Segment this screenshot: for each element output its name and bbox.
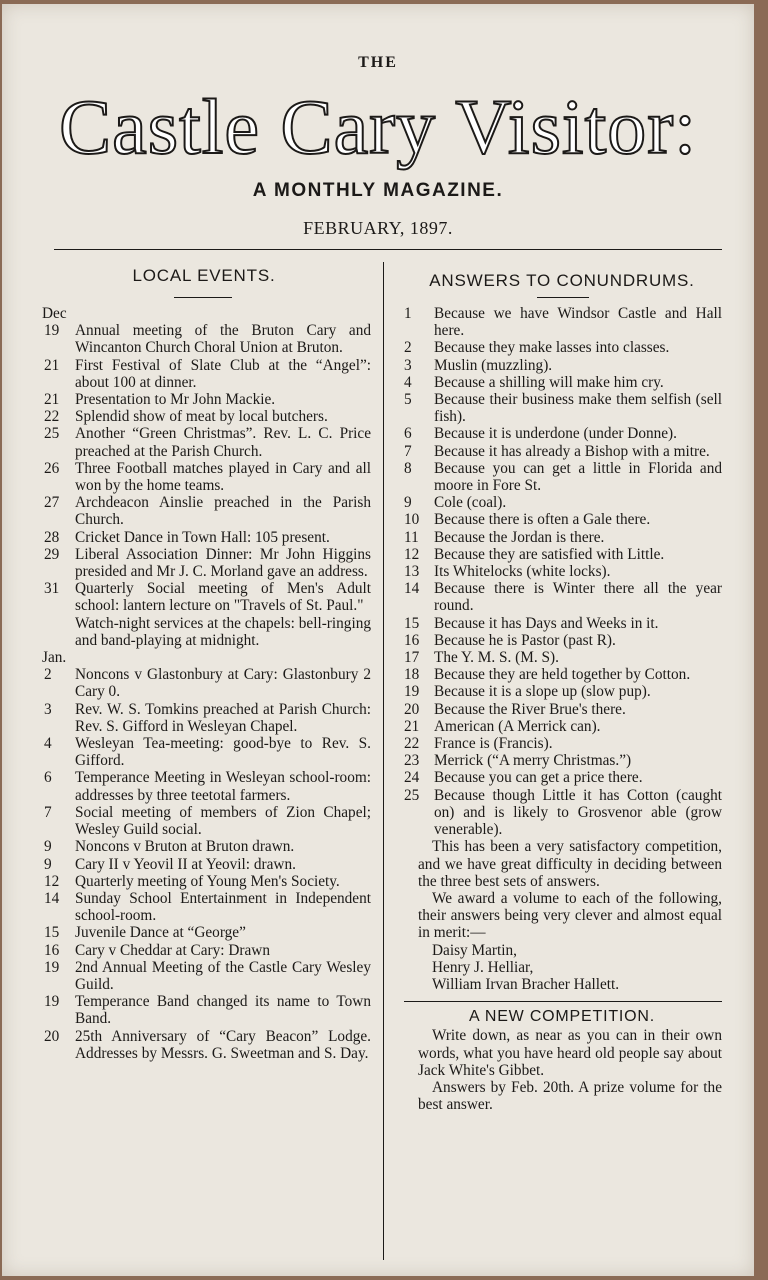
issue-date: FEBRUARY, 1897. (303, 218, 453, 238)
answer-text: Because a shilling will make him cry. (434, 373, 664, 391)
event-entry (42, 804, 371, 838)
event-text: Liberal Association Dinner: Mr John Higgins presided and Mr J. C. Morland gave an address. (75, 545, 371, 581)
magazine-title: Castle Cary Visitor: (59, 83, 697, 170)
event-entry (42, 890, 371, 924)
event-entry (42, 701, 371, 735)
event-text: Annual meeting of the Bruton Cary and Wincanton Church Choral Union at Bruton. (75, 322, 371, 357)
event-day: 19 (44, 322, 60, 340)
answer-number: 1 (404, 305, 412, 322)
answer-text: Muslin (muzzling). (434, 356, 553, 374)
new-competition-deadline: Answers by Feb. 20th. A prize volume for the best answer. (418, 1078, 722, 1114)
event-text: Wesleyan Tea-meeting: good-bye to Rev. S. Gifford. (75, 735, 371, 770)
answer-number: 2 (404, 339, 412, 357)
event-day: 16 (44, 941, 60, 959)
event-entry (42, 993, 371, 1027)
winner-name: William Irvan Bracher Hallett. (432, 975, 620, 993)
winners-list (402, 942, 722, 994)
event-text: Noncons v Bruton at Bruton drawn. (75, 838, 295, 856)
answer-text: France is (Francis). (434, 735, 553, 753)
event-day: 31 (44, 580, 60, 598)
answer-entry (402, 683, 722, 700)
local-events-heading: LOCAL EVENTS. (132, 266, 276, 285)
event-entry (42, 425, 371, 459)
answer-entry (402, 529, 722, 546)
answer-entry (402, 735, 722, 752)
event-entry (42, 408, 371, 425)
competition-rule (404, 1001, 722, 1002)
answer-number: 7 (404, 442, 412, 460)
event-day: 26 (44, 459, 60, 477)
event-day: 3 (44, 700, 52, 718)
event-day: 12 (44, 872, 60, 890)
event-text: Three Football matches played in Cary and all won by the home teams. (75, 459, 371, 495)
answer-number: 13 (404, 563, 420, 581)
event-day: 28 (44, 528, 60, 546)
answer-number: 12 (404, 545, 420, 563)
event-text: Noncons v Glastonbury at Cary: Glastonbury 2 Cary 0. (75, 666, 371, 701)
answer-text: Cole (coal). (434, 494, 507, 512)
answer-entry (402, 752, 722, 769)
event-entry (42, 1028, 371, 1062)
answer-text: Because there is often a Gale there. (434, 511, 651, 529)
answer-text: Because he is Pastor (past R). (434, 631, 616, 649)
answer-text: Because it is a slope up (slow pup). (434, 683, 651, 701)
answer-number: 18 (404, 666, 420, 684)
event-entry (42, 735, 371, 769)
event-day: 29 (44, 545, 60, 563)
answer-text: Its Whitelocks (white locks). (434, 563, 611, 581)
answer-number: 11 (404, 528, 419, 546)
answer-text: Because the Jordan is there. (434, 528, 605, 546)
event-entry (42, 838, 371, 855)
answer-text: Merrick (“A merry Christmas.”) (434, 752, 632, 770)
answer-text: Because they are satisfied with Little. (434, 545, 665, 563)
answer-entry (402, 391, 722, 425)
answer-text: Because there is Winter there all the year round. (434, 580, 722, 615)
answer-text: Because it has already a Bishop with a mitre. (434, 442, 710, 460)
answer-entry (402, 305, 722, 339)
event-entry (42, 357, 371, 391)
event-day: 15 (44, 924, 60, 942)
event-entry (42, 873, 371, 890)
event-entry (42, 942, 371, 959)
answer-entry (402, 666, 722, 683)
local-events-underline (174, 297, 232, 298)
answer-number: 17 (404, 649, 420, 667)
magazine-page (2, 4, 754, 1276)
event-entry (42, 494, 371, 528)
event-text: Presentation to Mr John Mackie. (75, 391, 276, 409)
answer-number: 15 (404, 614, 420, 632)
event-text: Temperance Band changed its name to Town Band. (75, 993, 371, 1028)
event-day: 19 (44, 993, 60, 1011)
answer-entry (402, 615, 722, 632)
answer-entry (402, 374, 722, 391)
event-entry (42, 666, 371, 700)
answer-entry (402, 546, 722, 563)
answer-number: 16 (404, 631, 420, 649)
local-events-list (42, 305, 371, 1062)
answer-entry (402, 787, 722, 839)
event-day: 9 (44, 838, 52, 856)
answer-entry (402, 339, 722, 356)
answer-number: 24 (404, 769, 420, 787)
event-text: 25th Anniversary of “Cary Beacon” Lodge. Addresses by Messrs. G. Sweetman and S. Day. (75, 1027, 371, 1062)
new-competition-heading: A NEW COMPETITION. (469, 1008, 655, 1026)
answer-text: Because the River Brue's there. (434, 700, 626, 718)
event-entry (42, 529, 371, 546)
answer-entry (402, 494, 722, 511)
answer-number: 19 (404, 683, 420, 701)
event-day: 27 (44, 494, 60, 512)
answer-entry (402, 511, 722, 528)
month-heading: Dec (42, 305, 67, 322)
event-text: Watch-night services at the chapels: bell-ringing and band-playing at midnight. (75, 614, 371, 649)
event-text: Archdeacon Ainslie preached in the Parish Church. (75, 494, 371, 529)
event-text: Juvenile Dance at “George” (75, 924, 246, 942)
event-day: 4 (44, 735, 52, 753)
answer-number: 21 (404, 717, 420, 735)
event-day: 20 (44, 1027, 60, 1045)
column-divider (383, 262, 384, 1260)
event-day (42, 615, 75, 649)
answer-entry (402, 357, 722, 374)
answer-number: 3 (404, 356, 412, 374)
answer-number: 20 (404, 700, 420, 718)
answer-entry (402, 563, 722, 580)
answers-list (402, 305, 722, 1113)
answer-number: 6 (404, 425, 412, 443)
event-text: 2nd Annual Meeting of the Castle Cary Wesley Guild. (75, 958, 371, 993)
event-text: Temperance Meeting in Wesleyan school-room: addresses by three teetotal farmers. (75, 769, 371, 804)
magazine-subtitle: A MONTHLY MAGAZINE. (252, 180, 504, 201)
event-text: Another “Green Christmas”. Rev. L. C. Price preached at the Parish Church. (75, 425, 371, 460)
closing-paragraph: This has been a very satisfactory competition, and we have great difficulty in deciding between the three best sets of answers. (418, 838, 722, 890)
masthead-the: THE (358, 54, 398, 71)
event-day: 7 (44, 803, 52, 821)
answer-text: Because we have Windsor Castle and Hall here. (434, 305, 722, 340)
event-day: 25 (44, 425, 60, 443)
event-entry (42, 546, 371, 580)
answer-text: Because though Little it has Cotton (caught on) and is likely to Grosvenor able (grow venerable). (434, 786, 722, 839)
answer-entry (402, 580, 722, 614)
event-text: Splendid show of meat by local butchers. (75, 408, 328, 426)
answer-number: 22 (404, 735, 420, 753)
event-text: First Festival of Slate Club at the “Angel”: about 100 at dinner. (75, 356, 371, 391)
event-text: Cary II v Yeovil II at Yeovil: drawn. (75, 855, 296, 873)
event-entry (42, 856, 371, 873)
answer-number: 23 (404, 752, 420, 770)
answers-underline (537, 297, 589, 298)
answer-text: Because they are held together by Cotton. (434, 666, 691, 684)
event-text: Quarterly Social meeting of Men's Adult school: lantern lecture on "Travels of St. Paul." (75, 580, 371, 615)
event-day: 9 (44, 855, 52, 873)
event-entry (42, 615, 371, 649)
event-text: Cary v Cheddar at Cary: Drawn (75, 941, 270, 959)
answer-number: 14 (404, 580, 420, 598)
event-entry (42, 924, 371, 941)
answers-heading: ANSWERS TO CONUNDRUMS. (429, 271, 695, 290)
event-day: 21 (44, 356, 60, 374)
event-text: Sunday School Entertainment in Independent school-room. (75, 889, 371, 925)
event-entry (42, 322, 371, 356)
answer-number: 5 (404, 391, 412, 409)
event-day: 21 (44, 391, 60, 409)
answer-entry (402, 769, 722, 786)
answer-entry (402, 718, 722, 735)
event-entry (42, 959, 371, 993)
answer-entry (402, 425, 722, 442)
answer-entry (402, 443, 722, 460)
event-text: Quarterly meeting of Young Men's Society. (75, 872, 340, 890)
answer-entry (402, 701, 722, 718)
event-day: 22 (44, 408, 60, 426)
answer-number: 10 (404, 511, 420, 529)
award-paragraph: We award a volume to each of the following, their answers being very clever and almost equal in merit:— (418, 889, 722, 942)
answer-number: 25 (404, 786, 420, 804)
answer-text: American (A Merrick can). (434, 717, 601, 735)
answer-text: Because you can get a price there. (434, 769, 643, 787)
event-entry (42, 769, 371, 803)
new-competition-text: Write down, as near as you can in their own words, what you have heard old people say about Jack White's Gibbet. (418, 1027, 722, 1079)
month-heading: Jan. (42, 649, 67, 667)
event-day: 19 (44, 958, 60, 976)
answer-text: Because their business make them selfish (sell fish). (434, 391, 722, 426)
answer-number: 9 (404, 494, 412, 512)
event-day: 14 (44, 889, 60, 907)
answer-text: Because it has Days and Weeks in it. (434, 614, 659, 632)
answer-entry (402, 649, 722, 666)
answer-text: Because it is underdone (under Donne). (434, 425, 677, 443)
answer-number: 4 (404, 373, 412, 391)
event-entry (42, 580, 371, 614)
answer-number: 8 (404, 459, 412, 477)
answer-text: Because you can get a little in Florida and moore in Fore St. (434, 459, 722, 495)
masthead-rule (54, 249, 722, 250)
event-text: Rev. W. S. Tomkins preached at Parish Church: Rev. S. Gifford in Wesleyan Chapel. (75, 700, 371, 735)
event-entry (42, 460, 371, 494)
answer-text: Because they make lasses into classes. (434, 339, 670, 357)
answer-entry (402, 632, 722, 649)
answer-entry (402, 460, 722, 494)
event-day: 6 (44, 769, 52, 787)
event-text: Social meeting of members of Zion Chapel; Wesley Guild social. (75, 803, 371, 839)
answer-text: The Y. M. S. (M. S). (434, 649, 559, 667)
winner-name: Daisy Martin, (432, 941, 517, 959)
event-day: 2 (44, 666, 52, 684)
winner-name: Henry J. Helliar, (432, 958, 534, 976)
event-text: Cricket Dance in Town Hall: 105 present. (75, 528, 330, 546)
event-entry (42, 391, 371, 408)
